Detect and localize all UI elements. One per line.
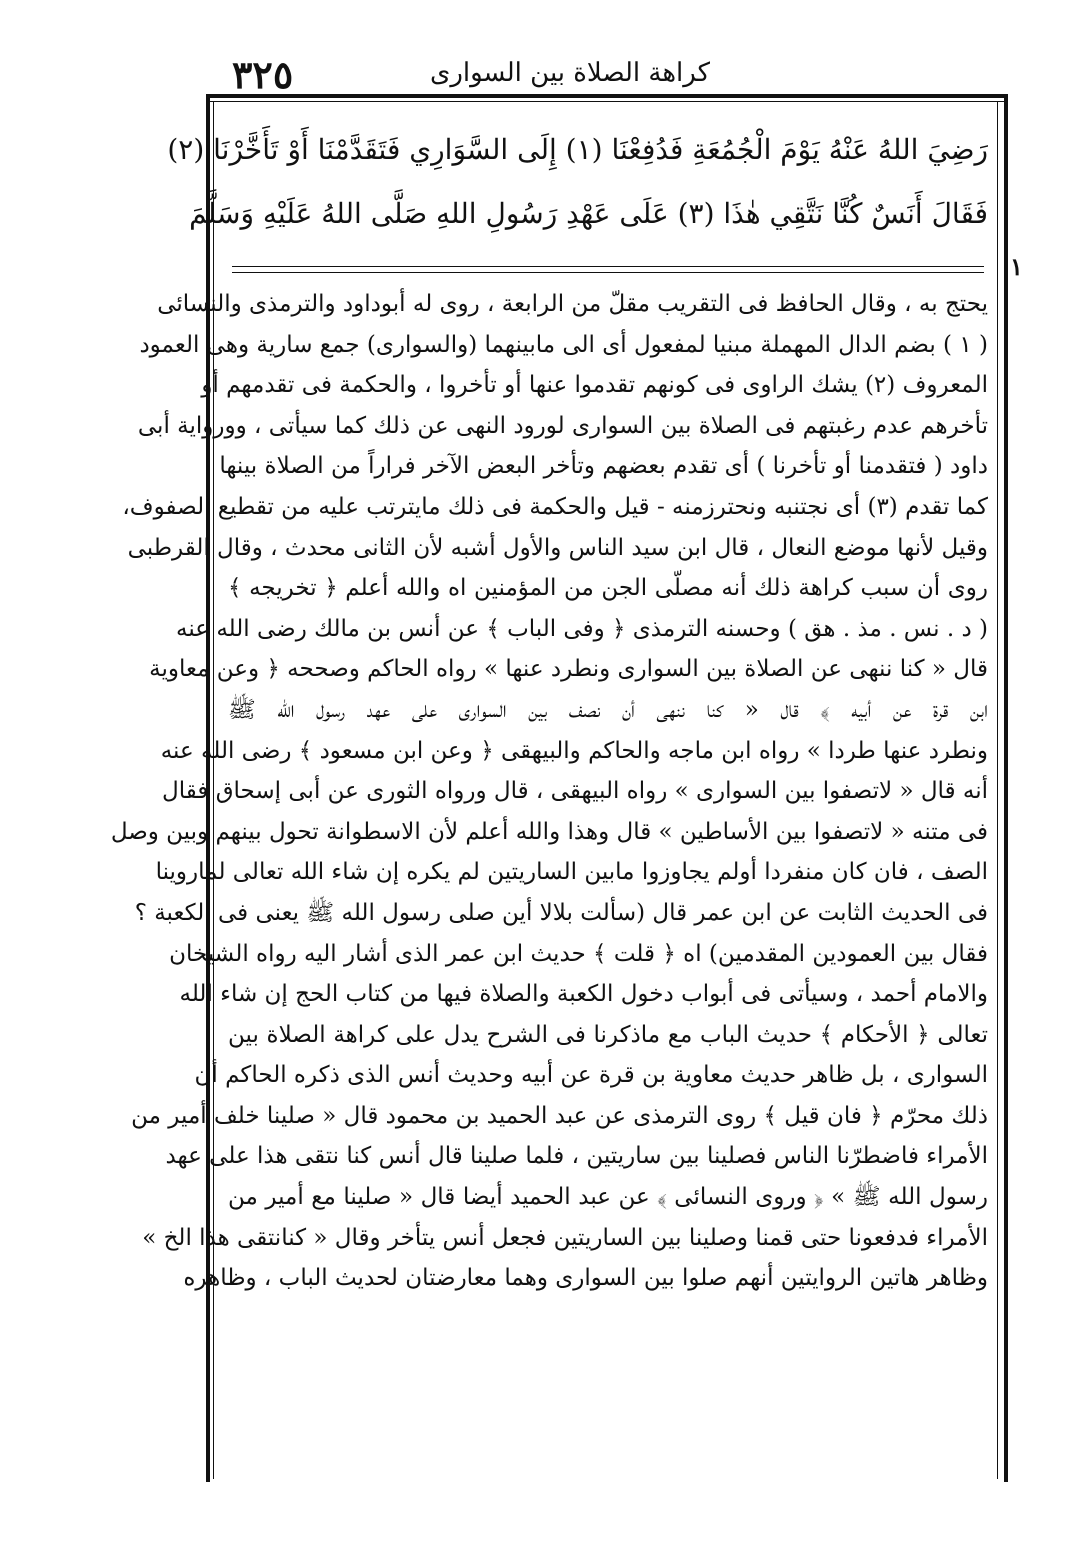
frame-right-rule <box>1004 94 1008 1482</box>
commentary-line: ( ١ ) بضم الدال المهملة مبنيا لمفعول أى الى مابينهما (والسوارى) جمع سارية وهى العمود <box>139 331 988 358</box>
frame-top-inner-rule <box>208 101 1008 102</box>
matn-separator-rule <box>232 266 984 267</box>
commentary-line: ذلك محرّم ﴿ فان قيل ﴾ روى الترمذى عن عبد الحميد بن محمود قال « صلينا خلف أمير من <box>131 1102 988 1129</box>
matn-text <box>167 118 988 246</box>
commentary-line: فى الحديث الثابت عن ابن عمر قال (سألت بلالا أين صلى رسول الله ﷺ يعنى فى الكعبة ؟ <box>134 899 988 926</box>
commentary-line: كما تقدم (٣) أى نجتنبه ونحترزمنه - قيل والحكمة فى ذلك مايترتب عليه من تقطيع الصفوف، <box>122 493 988 520</box>
running-head: كراهة الصلاة بين السوارى <box>430 58 710 88</box>
commentary-line: روى أن سبب كراهة ذلك أنه مصلّى الجن من المؤمنين اه والله أعلم ﴿ تخريجه ﴾ <box>228 575 988 602</box>
commentary-line: فقال بين العمودين المقدمين) اه ﴿ قلت ﴾ حديث ابن عمر الذى أشار اليه رواه الشيخان <box>169 940 988 967</box>
commentary-text <box>110 284 988 1299</box>
frame-top-rule <box>208 94 1008 98</box>
commentary-line: وقيل لأنها موضع النعال ، قال ابن سيد الناس والأول أشبه لأن الثانى محدث ، وقال القرطبى <box>127 534 988 561</box>
commentary-line: المعروف (٢) يشك الراوى فى كونهم تقدموا عنها أو تأخروا ، والحكمة فى تقدمهم أو <box>201 372 988 399</box>
commentary-line: وظاهر هاتين الروايتين أنهم صلوا بين السوارى وهما معارضتان لحديث الباب ، وظاهره <box>183 1265 988 1292</box>
commentary-line: ( د . نس . مذ . هق ) وحسنه الترمذى ﴿ وفى الباب ﴾ عن أنس بن مالك رضى الله عنه <box>176 615 988 642</box>
commentary-line: ونطرد عنها طردا » رواه ابن ماجه والحاكم والبيهقى ﴿ وعن ابن مسعود ﴾ رضى الله عنه <box>160 737 988 764</box>
commentary-line: فى متنه « لاتصفوا بين الأساطين » قال وهذا والله أعلم لأن الاسطوانة تحول بينهم وبين وصل <box>110 818 988 845</box>
commentary-line: يحتج به ، وقال الحافظ فى التقريب مقلّ من الرابعة ، روى له أبوداود والترمذى والنسائى <box>157 291 988 317</box>
page-number: ٣٢٥ <box>232 52 294 97</box>
matn-separator-rule <box>232 272 984 273</box>
frame-right-inner-rule <box>997 101 998 1479</box>
commentary-line: والامام أحمد ، وسيأتى فى أبواب دخول الكعبة والصلاة فيها من كتاب الحج إن شاء الله <box>179 981 988 1008</box>
margin-mark: ١ <box>1010 252 1023 281</box>
commentary-line: رسول الله ﷺ » ﴿ وروى النسائى ﴾ عن عبد الحميد أيضا قال « صلينا مع أمير من <box>228 1184 988 1211</box>
commentary-line: السوارى ، بل ظاهر حديث معاوية بن قرة عن أبيه وحديث أنس الذى ذكره الحاكم أن <box>194 1062 988 1089</box>
commentary-line: ابن قرة عن أبيه ﴾ قال « كنا ننهى أن نصف بين السوارى على عهد رسول الله ﷺ <box>228 696 988 723</box>
commentary-line: الأمراء فاضطرّنا الناس فصلينا بين ساريتين ، فلما صلينا قال أنس كنا نتقى هذا على عهد <box>165 1143 988 1170</box>
commentary-line: تأخرهم عدم رغبتهم فى الصلاة بين السوارى لورود النهى عن ذلك كما سيأتى ، وورواية أبى <box>137 412 988 439</box>
commentary-line: تعالى ﴿ الأحكام ﴾ حديث الباب مع ماذكرنا فى الشرح يدل على كراهة الصلاة بين <box>228 1021 988 1048</box>
commentary-line: الأمراء فدفعونا حتى قمنا وصلينا بين الساريتين فجعل أنس يتأخر وقال « كنانتقى هذا الخ » <box>142 1224 988 1251</box>
matn-line: فَقَالَ أَنَسٌ كُنَّا نَتَّقِي هٰذَا (٣) عَلَى عَهْدِ رَسُولِ اللهِ صَلَّى اللهُ عَلَيْهِ وَسَلَّمَ <box>189 197 988 230</box>
matn-line: رَضِيَ اللهُ عَنْهُ يَوْمَ الْجُمُعَةِ فَدُفِعْنَا (١) إِلَى السَّوَارِي فَتَقَدَّمْنَا أَوْ تَأَخَّرْنَا (٢) <box>167 133 988 166</box>
commentary-line: قال « كنا ننهى عن الصلاة بين السوارى ونطرد عنها » رواه الحاكم وصححه ﴿ وعن معاوية <box>149 656 988 683</box>
commentary-line: الصف ، فان كان منفردا أولم يجاوزوا مابين الساريتين لم يكره إن شاء الله تعالى لماروينا <box>155 859 988 886</box>
commentary-line: أنه قال « لاتصفوا بين السوارى » رواه البيهقى ، قال ورواه الثورى عن أبى إسحاق فقال <box>162 778 988 805</box>
commentary-line: داود ( فتقدمنا أو تأخرنا ) أى تقدم بعضهم وتأخر البعض الآخر فراراً من الصلاة بينها <box>219 453 988 480</box>
